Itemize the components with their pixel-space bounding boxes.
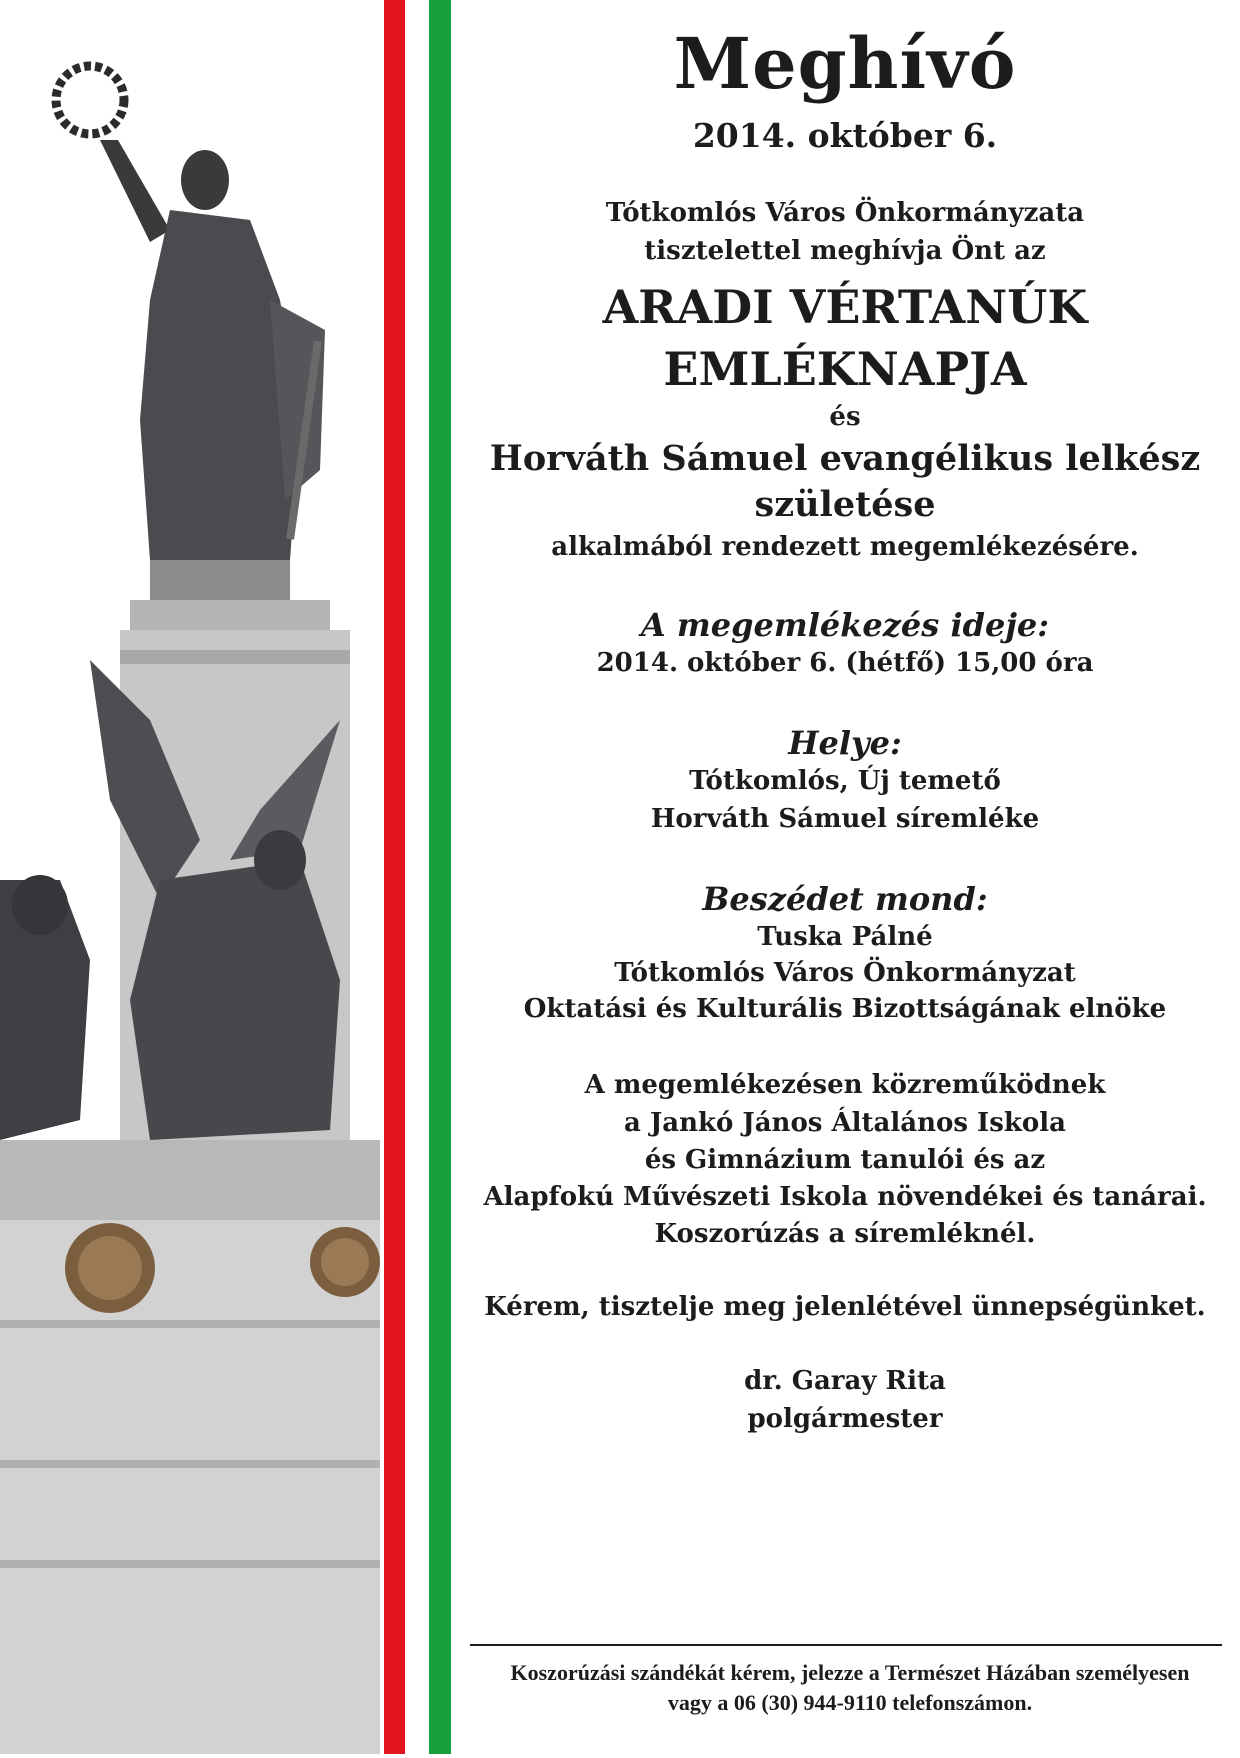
speaker-line-3: Oktatási és Kulturális Bizottságának elnöke: [523, 994, 1167, 1024]
participants-line-3: és Gimnázium tanulói és az: [644, 1145, 1046, 1175]
footer-line-2: vagy a 06 (30) 944-9110 telefonszámon.: [667, 1690, 1033, 1715]
monument-photo: [0, 0, 380, 1754]
place-label: Helye:: [788, 724, 902, 762]
participants-line-5: Koszorúzás a síremléknél.: [654, 1219, 1036, 1249]
event-title-line-1: ARADI VÉRTANÚK: [602, 280, 1088, 334]
time-label: A megemlékezés ideje:: [640, 606, 1050, 644]
occasion-line: alkalmából rendezett megemlékezésére.: [551, 532, 1139, 562]
intro-line-1: Tótkomlós Város Önkormányzata: [605, 198, 1085, 228]
flag-stripe-green: [429, 0, 451, 1754]
invitation-title: Meghívó: [673, 22, 1017, 105]
signature-title: polgármester: [747, 1404, 943, 1434]
participants-line-2: a Jankó János Általános Iskola: [624, 1108, 1066, 1138]
speaker-label: Beszédet mond:: [702, 880, 988, 918]
event-sub-line-1: Horváth Sámuel evangélikus lelkész: [489, 438, 1201, 479]
footer-divider: [470, 1644, 1222, 1646]
invitation-date: 2014. október 6.: [692, 116, 998, 155]
and-word: és: [829, 402, 861, 432]
speaker-line-1: Tuska Pálné: [757, 922, 933, 952]
event-sub-line-2: születése: [754, 484, 936, 525]
place-line-2: Horváth Sámuel síremléke: [650, 804, 1040, 834]
participants-line-4: Alapfokú Művészeti Iskola növendékei és tanárai.: [483, 1182, 1207, 1212]
intro-line-2: tisztelettel meghívja Önt az: [644, 236, 1046, 266]
place-line-1: Tótkomlós, Új temető: [689, 766, 1001, 796]
request-line: Kérem, tisztelje meg jelenlétével ünnepségünket.: [484, 1292, 1206, 1322]
monument-statue-image: [0, 0, 380, 1754]
flag-stripe-red: [384, 0, 405, 1754]
footer-line-1: Koszorúzási szándékát kérem, jelezze a Természet Házában személyesen: [510, 1660, 1190, 1685]
signature-name: dr. Garay Rita: [744, 1366, 946, 1396]
participants-line-1: A megemlékezésen közreműködnek: [584, 1070, 1106, 1100]
event-title-line-2: EMLÉKNAPJA: [663, 342, 1027, 396]
time-value: 2014. október 6. (hétfő) 15,00 óra: [596, 648, 1094, 678]
flag-stripe-white: [405, 0, 429, 1754]
speaker-line-2: Tótkomlós Város Önkormányzat: [614, 958, 1076, 988]
